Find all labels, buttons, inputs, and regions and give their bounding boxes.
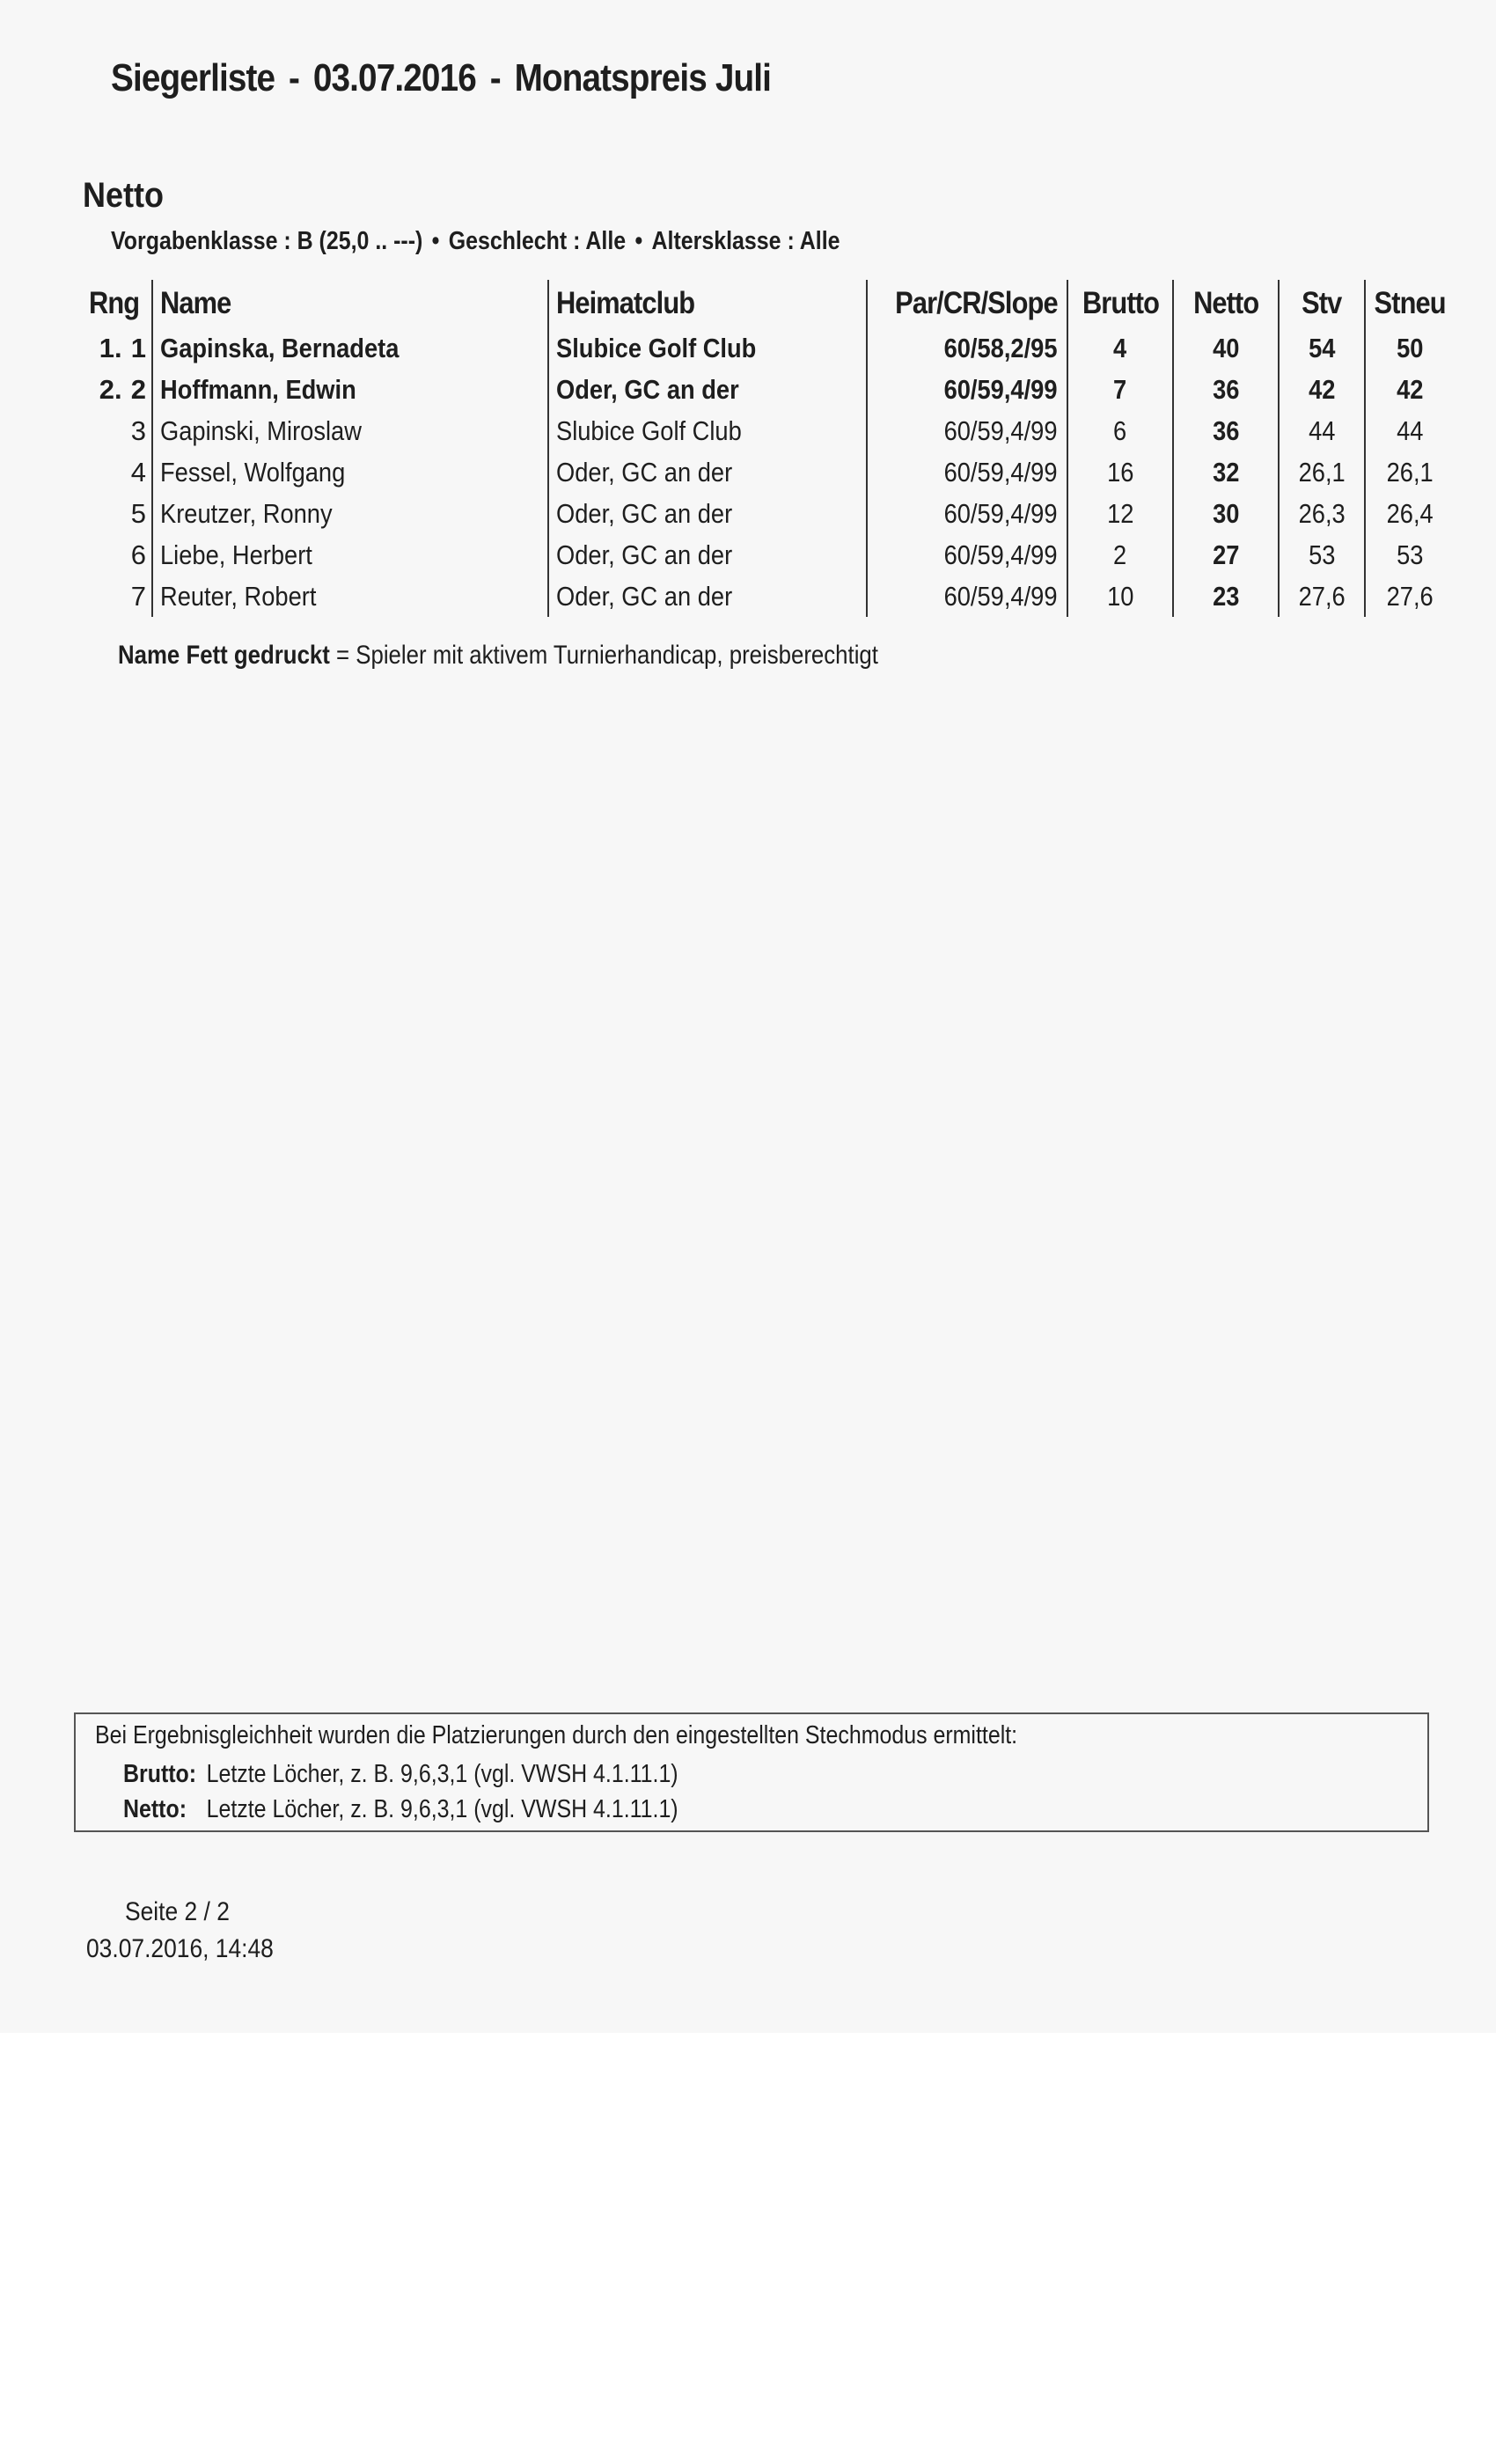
table-row — [79, 410, 1454, 451]
cell-stv: 53 — [1279, 534, 1365, 576]
header-stv: Stv — [1279, 280, 1365, 327]
filter-age-class: Altersklasse : Alle — [651, 227, 840, 255]
cell-stneu: 42 — [1365, 369, 1454, 410]
cell-par-cr-slope: 60/59,4/99 — [867, 369, 1067, 410]
cell-netto: 23 — [1173, 576, 1279, 617]
cell-club: Oder, GC an der — [548, 576, 867, 617]
cell-rank: 5 — [130, 497, 146, 529]
page-title — [111, 56, 771, 100]
cell-name: Liebe, Herbert — [152, 534, 548, 576]
cell-stneu: 44 — [1365, 410, 1454, 451]
title-list-name: Siegerliste — [111, 56, 275, 99]
title-event: Monatspreis Juli — [514, 56, 772, 99]
page-number: Seite 2 / 2 — [125, 1897, 230, 1926]
cell-name: Hoffmann, Edwin — [152, 369, 548, 410]
cell-stv: 44 — [1279, 410, 1365, 451]
legend-bold-label: Name Fett gedruckt — [118, 641, 330, 670]
cell-name: Gapinski, Miroslaw — [152, 410, 548, 451]
filter-line — [111, 227, 840, 256]
cell-rng — [79, 327, 152, 369]
tiebreak-intro: Bei Ergebnisgleichheit wurden die Platzierungen durch den eingestellten Stechmodus ermittelt: — [95, 1721, 1018, 1749]
legend-text: = Spieler mit aktivem Turnierhandicap, preisberechtigt — [329, 641, 878, 670]
cell-par-cr-slope: 60/59,4/99 — [867, 451, 1067, 493]
table-row — [79, 493, 1454, 534]
cell-rank: 2 — [130, 373, 146, 405]
header-stneu: Stneu — [1365, 280, 1454, 327]
cell-club: Oder, GC an der — [548, 534, 867, 576]
tiebreak-brutto-label: Brutto: — [123, 1760, 197, 1788]
cell-par-cr-slope: 60/59,4/99 — [867, 576, 1067, 617]
title-separator: - — [489, 56, 501, 99]
section-title: Netto — [83, 176, 164, 215]
cell-club: Slubice Golf Club — [548, 327, 867, 369]
cell-stv: 26,3 — [1279, 493, 1365, 534]
cell-brutto: 12 — [1067, 493, 1173, 534]
cell-stneu: 26,4 — [1365, 493, 1454, 534]
cell-netto: 36 — [1173, 369, 1279, 410]
tiebreak-brutto — [123, 1760, 678, 1789]
bullet: • — [634, 227, 643, 255]
header-brutto: Brutto — [1067, 280, 1173, 327]
cell-name: Fessel, Wolfgang — [152, 451, 548, 493]
bullet: • — [431, 227, 440, 255]
cell-club: Oder, GC an der — [548, 493, 867, 534]
cell-netto: 40 — [1173, 327, 1279, 369]
cell-brutto: 10 — [1067, 576, 1173, 617]
tiebreak-netto-text: Letzte Löcher, z. B. 9,6,3,1 (vgl. VWSH 4.1.11.1) — [206, 1795, 678, 1823]
header-club: Heimatclub — [548, 280, 867, 327]
table-row — [79, 327, 1454, 369]
tiebreak-brutto-text: Letzte Löcher, z. B. 9,6,3,1 (vgl. VWSH 4.1.11.1) — [206, 1760, 678, 1788]
cell-rng — [79, 534, 152, 576]
cell-rng — [79, 451, 152, 493]
cell-rng — [79, 369, 152, 410]
table-row — [79, 451, 1454, 493]
cell-rng — [79, 493, 152, 534]
cell-rank: 3 — [130, 414, 146, 446]
cell-rng — [79, 410, 152, 451]
cell-brutto: 7 — [1067, 369, 1173, 410]
filter-handicap-class: Vorgabenklasse : B (25,0 .. ---) — [111, 227, 423, 255]
table-row — [79, 369, 1454, 410]
header-netto: Netto — [1173, 280, 1279, 327]
cell-brutto: 16 — [1067, 451, 1173, 493]
cell-name: Gapinska, Bernadeta — [152, 327, 548, 369]
print-timestamp: 03.07.2016, 14:48 — [86, 1934, 274, 1963]
cell-name: Kreutzer, Ronny — [152, 493, 548, 534]
tiebreak-netto-label: Netto: — [123, 1795, 187, 1823]
cell-brutto: 4 — [1067, 327, 1173, 369]
cell-stneu: 53 — [1365, 534, 1454, 576]
cell-place: 1. — [99, 332, 122, 363]
results-table — [79, 280, 1454, 617]
cell-stv: 27,6 — [1279, 576, 1365, 617]
header-name: Name — [152, 280, 548, 327]
tiebreak-box — [74, 1712, 1429, 1832]
table-row — [79, 534, 1454, 576]
cell-name: Reuter, Robert — [152, 576, 548, 617]
cell-netto: 30 — [1173, 493, 1279, 534]
cell-stv: 54 — [1279, 327, 1365, 369]
cell-stv: 26,1 — [1279, 451, 1365, 493]
header-rng: Rng — [88, 286, 140, 320]
cell-par-cr-slope: 60/59,4/99 — [867, 534, 1067, 576]
cell-stneu: 26,1 — [1365, 451, 1454, 493]
cell-rank: 6 — [130, 539, 146, 570]
cell-brutto: 6 — [1067, 410, 1173, 451]
cell-netto: 36 — [1173, 410, 1279, 451]
cell-place: 2. — [99, 373, 122, 405]
page-footer — [86, 1897, 274, 1971]
cell-par-cr-slope: 60/58,2/95 — [867, 327, 1067, 369]
title-separator: - — [289, 56, 300, 99]
cell-rng — [79, 576, 152, 617]
cell-rank: 7 — [130, 580, 146, 612]
cell-stv: 42 — [1279, 369, 1365, 410]
cell-club: Oder, GC an der — [548, 369, 867, 410]
filter-gender: Geschlecht : Alle — [448, 227, 627, 255]
cell-club: Oder, GC an der — [548, 451, 867, 493]
cell-rank: 4 — [130, 456, 146, 488]
cell-club: Slubice Golf Club — [548, 410, 867, 451]
table-row — [79, 576, 1454, 617]
cell-par-cr-slope: 60/59,4/99 — [867, 410, 1067, 451]
cell-stneu: 27,6 — [1365, 576, 1454, 617]
cell-netto: 32 — [1173, 451, 1279, 493]
title-date: 03.07.2016 — [312, 56, 476, 99]
cell-brutto: 2 — [1067, 534, 1173, 576]
cell-netto: 27 — [1173, 534, 1279, 576]
cell-rank: 1 — [130, 332, 146, 363]
header-par-cr-slope: Par/CR/Slope — [867, 280, 1067, 327]
legend-note — [118, 641, 878, 671]
tiebreak-netto — [123, 1795, 678, 1824]
cell-stneu: 50 — [1365, 327, 1454, 369]
table-header-row — [79, 280, 1454, 327]
cell-par-cr-slope: 60/59,4/99 — [867, 493, 1067, 534]
